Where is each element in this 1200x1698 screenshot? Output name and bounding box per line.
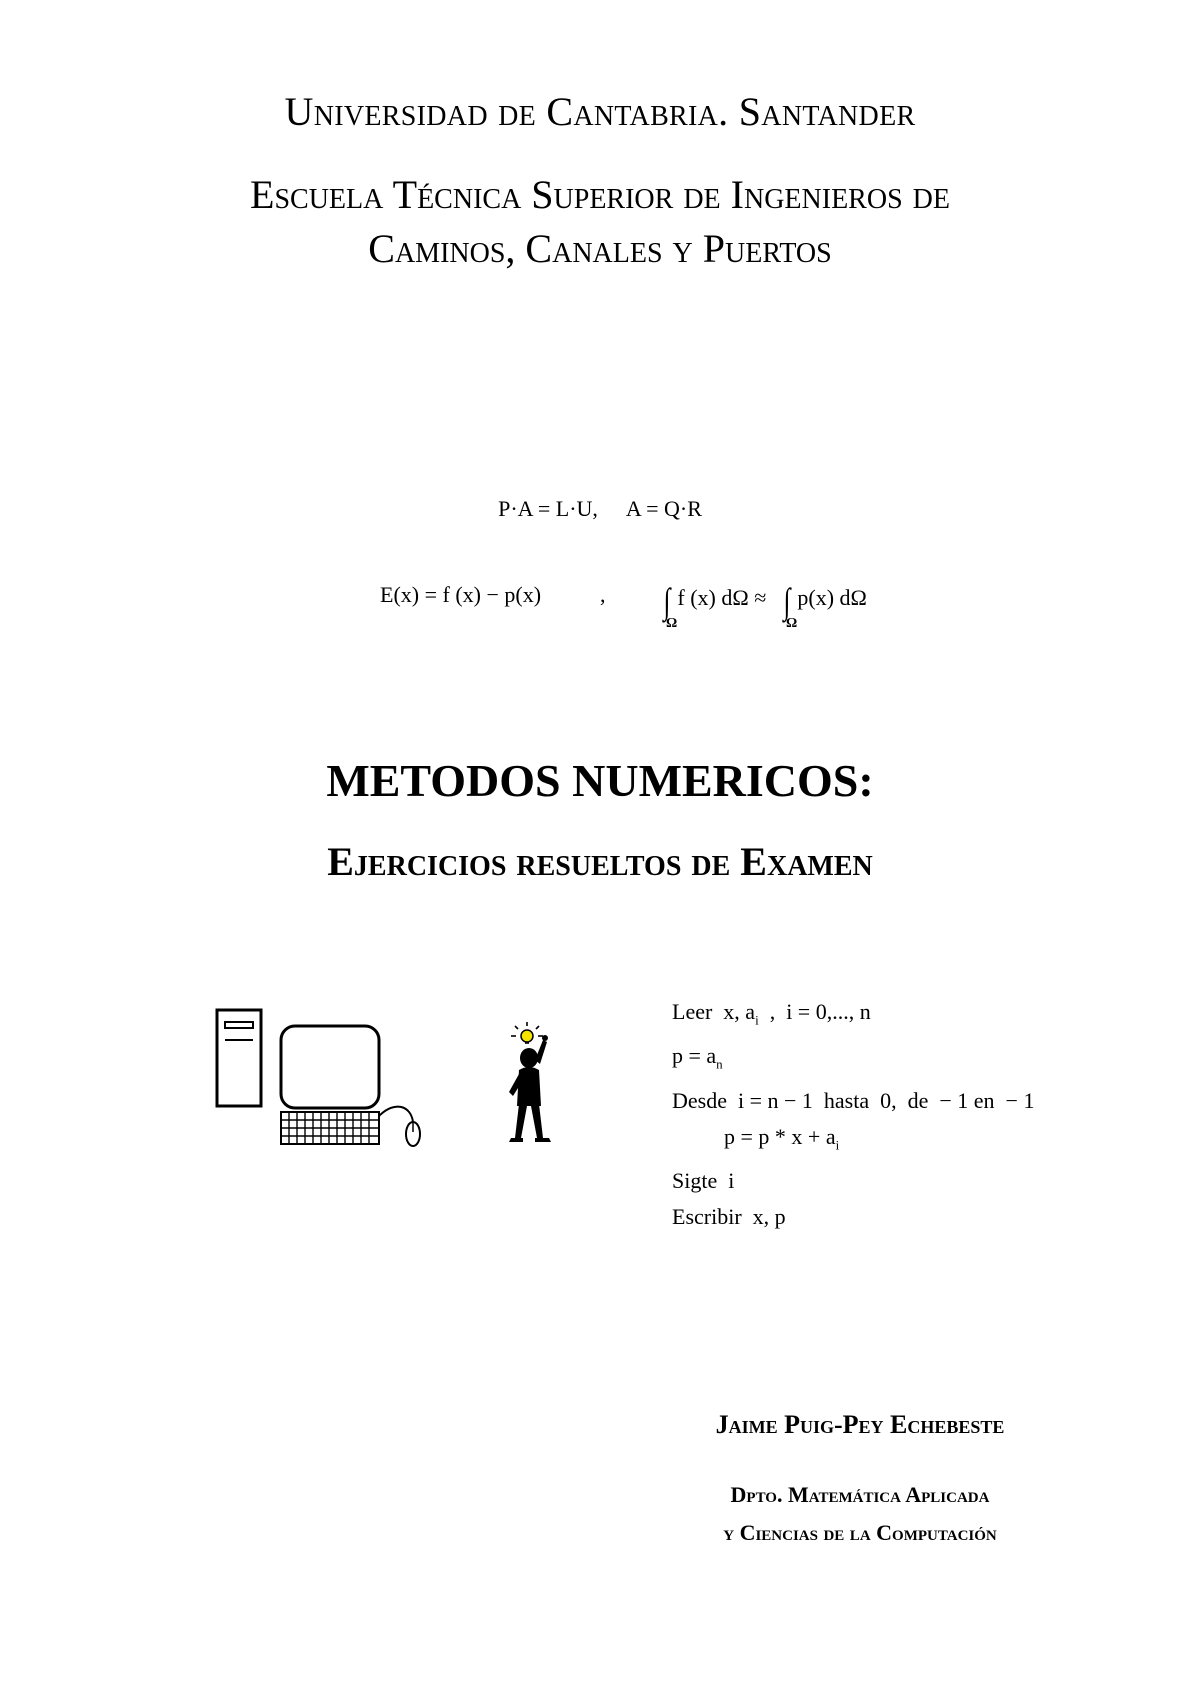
lu-decomposition: P·A = L·U, [498, 496, 598, 521]
school-name-line2: Caminos, Canales y Puertos [368, 226, 832, 271]
formula-separator: , [600, 582, 606, 607]
matrix-decomposition-formula [0, 496, 1200, 522]
light-bulb-icon [521, 1030, 533, 1042]
horner-algorithm [672, 994, 1034, 1235]
document-subtitle: Ejercicios resueltos de Examen [327, 839, 873, 884]
qr-decomposition: A = Q·R [625, 496, 702, 521]
university-name: Universidad de Cantabria. Santander [284, 89, 916, 134]
algorithm-line: Escribir x, p [672, 1204, 786, 1230]
integral-sign-icon: ∫ [663, 581, 671, 621]
integral-f-expression: f (x) dΩ ≈ [677, 585, 767, 610]
document-title: METODOS NUMERICOS: [326, 755, 874, 806]
algorithm-line: $p = p * x + a_i$ [724, 1123, 840, 1153]
error-expression: E(x) = f (x) − p(x) [380, 582, 542, 607]
algorithm-line: $p = a_n$ [672, 1043, 723, 1072]
integral-p-expression: p(x) dΩ [797, 585, 867, 610]
integral-p [782, 580, 867, 631]
error-formula [380, 582, 606, 608]
author-name: Jaime Puig-Pey Echebeste [715, 1410, 1005, 1439]
department-line1: Dpto. Matemática Aplicada [730, 1482, 990, 1507]
integral-domain: Ω [786, 616, 798, 631]
school-name-line1: Escuela Técnica Superior de Ingenieros de [250, 172, 950, 217]
integral-f [662, 580, 767, 631]
integral-sign-icon: ∫ [783, 581, 791, 621]
algorithm-line: Leer x, $a_i$ , i = 0,..., n [672, 999, 871, 1028]
integral-domain: Ω [666, 616, 678, 631]
department [640, 1476, 1080, 1552]
department-line2: y Ciencias de la Computación [723, 1520, 997, 1545]
algorithm-line: Desde i = n − 1 hasta 0, de − 1 en − 1 [672, 1087, 1035, 1113]
thinking-person-icon [505, 1018, 565, 1151]
algorithm-line: Sigte i [672, 1168, 735, 1194]
computer-icon [215, 1008, 425, 1163]
school-name [0, 168, 1200, 276]
